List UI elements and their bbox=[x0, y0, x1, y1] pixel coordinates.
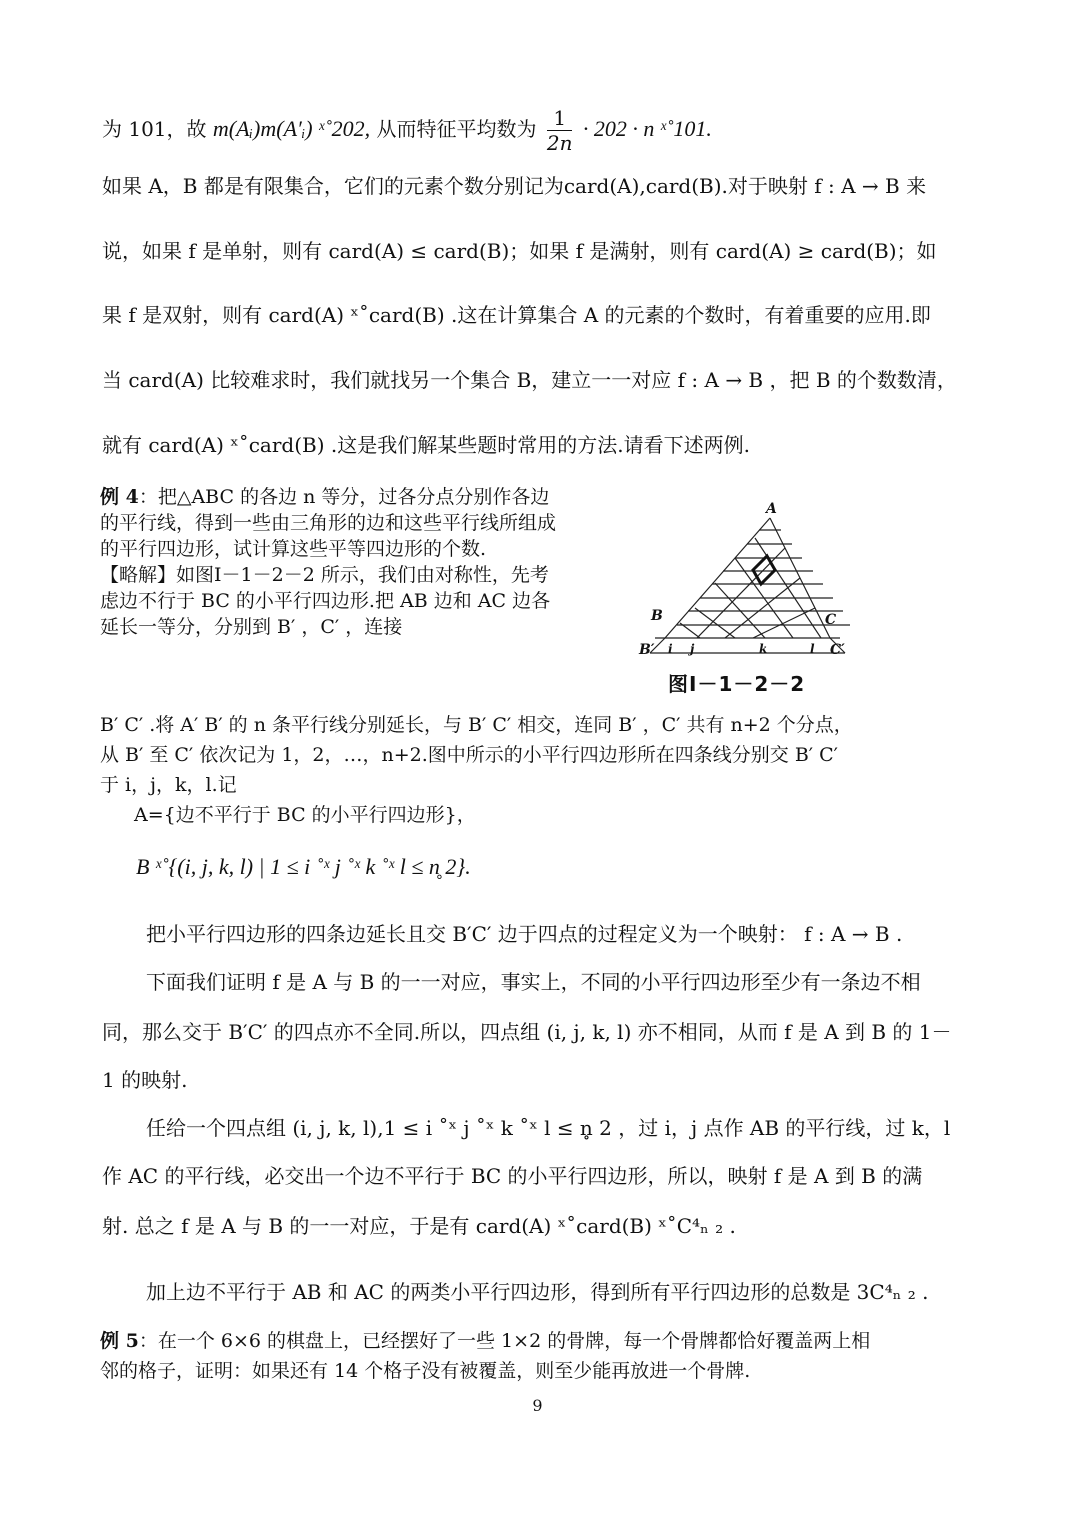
math-expression: m(Aᵢ)m(A′ᵢ) ˣ˚202, bbox=[212, 116, 371, 141]
figure-label-j: j bbox=[690, 642, 695, 656]
fraction-numerator: 1 bbox=[547, 106, 573, 131]
line-2: 如果 A，B 都是有限集合，它们的元素个数分别记为card(A),card(B).对于映射 f : A → B 来 bbox=[102, 174, 927, 198]
math-expression: B ˣ˚{(i, j, k, l) | 1 ≤ i ˚ˣ j ˚ˣ k ˚ˣ l ≤ n̥ 2}. bbox=[136, 854, 471, 879]
example-4-continuation bbox=[100, 710, 980, 830]
paragraph-2-line-2: 同，那么交于 B′C′ 的四点亦不全同.所以，四点组 (i, j, k, l) 亦不相同，从而 f 是 A 到 B 的 1－ bbox=[102, 1020, 952, 1044]
line-4: 果 f 是双射，则有 card(A) ˣ˚card(B) .这在计算集合 A 的元素的个数时，有着重要的应用.即 bbox=[102, 303, 931, 327]
line-5: 当 card(A) 比较难求时，我们就找另一个集合 B，建立一一对应 f : A → B ，把 B 的个数数清， bbox=[102, 368, 957, 392]
paragraph-3-line-2: 作 AC 的平行线，必交出一个边不平行于 BC 的小平行四边形，所以，映射 f 是 A 到 B 的满 bbox=[102, 1164, 923, 1188]
solution-text: 如图Ⅰ－1－2－2 所示，我们由对称性，先考虑边不行于 BC 的小平行四边形.把 AB 边和 AC 边各延长一等分，分别到 B′ ，C′ ，连接 bbox=[100, 564, 551, 638]
fraction bbox=[547, 106, 573, 155]
math-expression: · 202 · n ˣ˚101. bbox=[582, 116, 712, 141]
solution-label: 【略解】 bbox=[100, 564, 177, 586]
paragraph-3-line-1: 任给一个四点组 (i, j, k, l),1 ≤ i ˚ˣ j ˚ˣ k ˚ˣ l ≤ n̥ 2 ，过 i，j 点作 AB 的平行线，过 k，l bbox=[146, 1116, 951, 1140]
page-number: 9 bbox=[532, 1396, 543, 1415]
line-6: 就有 card(A) ˣ˚card(B) .这是我们解某些题时常用的方法.请看下述两例. bbox=[102, 433, 750, 457]
example-label: 例 5 bbox=[100, 1330, 139, 1352]
text-line: 从 B′ 至 C′ 依次记为 1，2，…，n+2.图中所示的小平行四边形所在四条线分别交 B′ C′ bbox=[100, 744, 838, 766]
paragraph-2-line-3: 1 的映射. bbox=[102, 1068, 188, 1092]
figure-label-b-prime: B′ bbox=[639, 642, 655, 658]
set-a-definition: A={边不平行于 BC 的小平行四边形}， bbox=[134, 804, 476, 826]
text-line: B′ C′ .将 A′ B′ 的 n 条平行线分别延长，与 B′ C′ 相交，连同 B′ ，C′ 共有 n+2 个分点， bbox=[100, 714, 853, 736]
figure-label-a: A bbox=[766, 501, 777, 517]
example-5-line-1 bbox=[100, 1326, 980, 1356]
line-1 bbox=[102, 106, 712, 155]
figure-label-l: l bbox=[810, 642, 815, 656]
text-span: 从而特征平均数为 bbox=[376, 117, 537, 141]
fraction-denominator: 2n bbox=[546, 131, 573, 155]
paragraph-4: 加上边不平行于 AB 和 AC 的两类小平行四边形，得到所有平行四边形的总数是 3C⁴ₙ ₂ . bbox=[146, 1280, 929, 1304]
example-text: ：在一个 6×6 的棋盘上，已经摆好了一些 1×2 的骨牌，每一个骨牌都恰好覆盖两上相 bbox=[138, 1330, 871, 1352]
triangle-grid bbox=[650, 518, 850, 653]
paragraph-3-line-3: 射. 总之 f 是 A 与 B 的一一对应，于是有 card(A) ˣ˚card(B) ˣ˚C⁴ₙ ₂ . bbox=[102, 1214, 736, 1238]
figure-caption: 图Ⅰ－1－2－2 bbox=[668, 672, 806, 696]
set-b-definition bbox=[136, 853, 471, 881]
example-5-line-2: 邻的格子，证明：如果还有 14 个格子没有被覆盖，则至少能再放进一个骨牌. bbox=[100, 1360, 751, 1382]
figure-label-i: i bbox=[668, 642, 673, 656]
paragraph-2-line-1: 下面我们证明 f 是 A 与 B 的一一对应，事实上，不同的小平行四边形至少有一条边不相 bbox=[146, 970, 921, 994]
text-line: 于 i，j，k，l.记 bbox=[100, 774, 237, 796]
example-text: ：把△ABC 的各边 n 等分，过各分点分别作各边的平行线，得到一些由三角形的边和这些平行线所组成的平行四边形，试计算这些平等四边形的个数. bbox=[100, 486, 557, 560]
paragraph-1: 把小平行四边形的四条边延长且交 B′C′ 边于四点的过程定义为一个映射： f : A → B . bbox=[146, 922, 903, 946]
line-3: 说，如果 f 是单射，则有 card(A) ≤ card(B)；如果 f 是满射，则有 card(A) ≥ card(B)；如 bbox=[102, 239, 937, 263]
example-4-solution bbox=[100, 562, 562, 640]
text-span: 为 101，故 bbox=[102, 117, 207, 141]
example-label: 例 4 bbox=[100, 486, 139, 508]
example-5-block bbox=[100, 1326, 980, 1386]
figure-label-k: k bbox=[759, 642, 768, 656]
example-4-block bbox=[100, 484, 562, 640]
figure-label-c: C bbox=[825, 612, 837, 628]
figure-label-c-prime: C′ bbox=[830, 642, 845, 658]
example-4-statement bbox=[100, 484, 562, 562]
figure-label-b: B bbox=[651, 608, 663, 624]
